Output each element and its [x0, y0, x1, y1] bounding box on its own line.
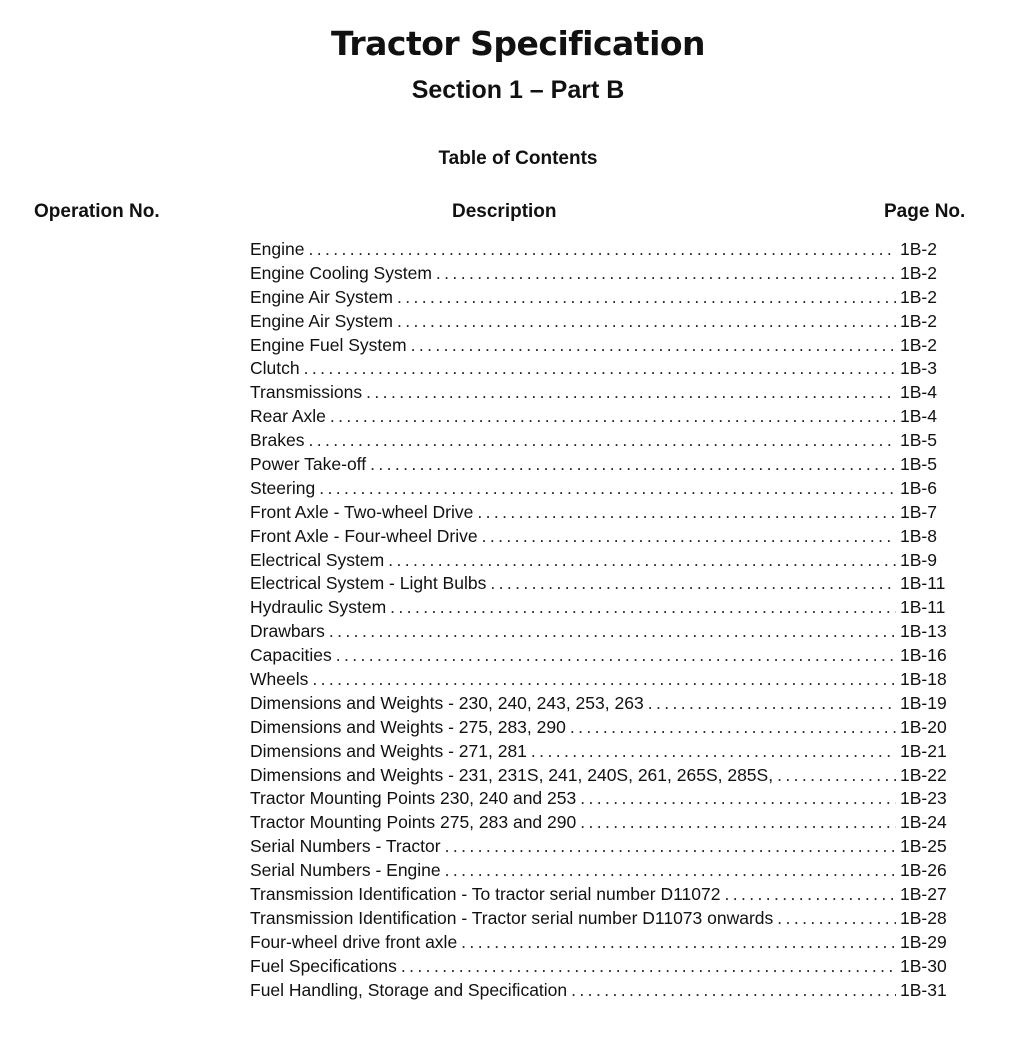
toc-entry: [250, 979, 958, 1003]
toc-entry-page-number: 1B-23: [900, 788, 947, 809]
description-column-header: Description: [452, 201, 557, 222]
toc-entry-description: Transmissions: [250, 382, 363, 403]
toc-entry: [250, 787, 958, 811]
toc-entry: [250, 764, 958, 788]
toc-entry-page-number: 1B-5: [900, 454, 937, 475]
toc-dot-leader: [461, 931, 896, 955]
toc-entry-page-number: 1B-2: [900, 286, 937, 307]
toc-dot-leader: [570, 716, 896, 740]
toc-dot-leader: [724, 883, 896, 907]
toc-entry-page-number: 1B-2: [900, 310, 937, 331]
toc-entry-page-number: 1B-24: [900, 812, 947, 833]
operation-no-column-header: Operation No.: [34, 201, 160, 222]
toc-entry: [250, 692, 958, 716]
toc-dot-leader: [477, 501, 896, 525]
toc-entry-description: Rear Axle: [250, 406, 326, 427]
toc-heading: Table of Contents: [438, 148, 598, 169]
toc-entry: [250, 931, 958, 955]
toc-entry-page-number: 1B-2: [900, 239, 937, 259]
toc-entry-page-number: 1B-9: [900, 549, 937, 570]
toc-dot-leader: [304, 357, 896, 381]
toc-entry-page-number: 1B-29: [900, 931, 947, 952]
toc-entry-page-number: 1B-22: [900, 764, 947, 785]
toc-entry-description: Drawbars: [250, 621, 325, 642]
toc-entry: [250, 310, 958, 334]
toc-entry: [250, 477, 958, 501]
toc-entry-description: Electrical System - Light Bulbs: [250, 573, 487, 594]
toc-dot-leader: [388, 549, 896, 573]
toc-dot-leader: [329, 620, 896, 644]
toc-entry-page-number: 1B-5: [900, 430, 937, 451]
toc-dot-leader: [531, 740, 896, 764]
toc-dot-leader: [397, 286, 896, 310]
toc-entry: [250, 620, 958, 644]
toc-entry: [250, 453, 958, 477]
toc-entry-page-number: 1B-25: [900, 836, 947, 857]
toc-entry: [250, 429, 958, 453]
toc-dot-leader: [445, 835, 896, 859]
toc-entry: [250, 238, 958, 262]
toc-entry-page-number: 1B-26: [900, 860, 947, 881]
toc-entry-description: Clutch: [250, 358, 300, 379]
toc-entry-description: Brakes: [250, 430, 305, 451]
toc-dot-leader: [777, 764, 896, 788]
toc-dot-leader: [490, 572, 896, 596]
toc-entry: [250, 357, 958, 381]
toc-entry-description: Serial Numbers - Engine: [250, 860, 441, 881]
toc-entry-page-number: 1B-6: [900, 477, 937, 498]
toc-dot-leader: [401, 955, 896, 979]
toc-entry-page-number: 1B-2: [900, 262, 937, 283]
toc-entry-page-number: 1B-11: [900, 597, 946, 618]
toc-dot-leader: [308, 429, 896, 453]
toc-entry-page-number: 1B-28: [900, 907, 947, 928]
toc-entry-page-number: 1B-8: [900, 525, 937, 546]
toc-entry: [250, 883, 958, 907]
toc-dot-leader: [390, 596, 896, 620]
toc-dot-leader: [482, 525, 896, 549]
toc-entry-page-number: 1B-13: [900, 621, 947, 642]
toc-entry-page-number: 1B-11: [900, 573, 946, 594]
toc-entry-description: Tractor Mounting Points 230, 240 and 253: [250, 788, 577, 809]
toc-entry-page-number: 1B-19: [900, 692, 947, 713]
toc-entry: [250, 334, 958, 358]
toc-entry-description: Engine Fuel System: [250, 334, 407, 355]
toc-entry-page-number: 1B-2: [900, 334, 937, 355]
toc-dot-leader: [309, 238, 897, 262]
toc-entry: [250, 955, 958, 979]
toc-entry-description: Front Axle - Two-wheel Drive: [250, 501, 474, 522]
toc-entry-description: Dimensions and Weights - 275, 283, 290: [250, 716, 566, 737]
toc-entry: [250, 572, 958, 596]
toc-entry-description: Serial Numbers - Tractor: [250, 836, 441, 857]
toc-entry: [250, 596, 958, 620]
toc-entry-page-number: 1B-4: [900, 382, 937, 403]
toc-entry-page-number: 1B-4: [900, 406, 937, 427]
toc-dot-leader: [319, 477, 896, 501]
toc-entry: [250, 501, 958, 525]
toc-entry-list: [250, 238, 958, 1003]
toc-entry-description: Front Axle - Four-wheel Drive: [250, 525, 478, 546]
toc-entry-description: Electrical System: [250, 549, 385, 570]
toc-entry-description: Fuel Handling, Storage and Specification: [250, 979, 568, 1000]
toc-entry: [250, 907, 958, 931]
toc-entry-description: Engine Air System: [250, 310, 393, 331]
toc-entry: [250, 549, 958, 573]
toc-dot-leader: [312, 668, 896, 692]
toc-entry-page-number: 1B-7: [900, 501, 937, 522]
toc-entry-description: Transmission Identification - To tractor serial number D11072: [250, 884, 721, 905]
toc-entry-page-number: 1B-27: [900, 884, 947, 905]
toc-dot-leader: [411, 334, 896, 358]
toc-entry-description: Power Take-off: [250, 454, 367, 475]
toc-dot-leader: [445, 859, 896, 883]
toc-dot-leader: [336, 644, 896, 668]
toc-entry-page-number: 1B-18: [900, 669, 947, 690]
toc-entry-description: Engine Air System: [250, 286, 393, 307]
toc-entry: [250, 835, 958, 859]
toc-dot-leader: [330, 405, 896, 429]
toc-entry-description: Four-wheel drive front axle: [250, 931, 458, 952]
toc-dot-leader: [580, 811, 896, 835]
toc-entry-page-number: 1B-21: [900, 740, 947, 761]
toc-entry: [250, 644, 958, 668]
toc-entry: [250, 262, 958, 286]
toc-entry-description: Transmission Identification - Tractor serial number D11073 onwards: [250, 907, 774, 928]
toc-entry-page-number: 1B-20: [900, 716, 947, 737]
toc-entry-description: Wheels: [250, 669, 309, 690]
toc-entry-description: Engine: [250, 239, 305, 259]
toc-entry-description: Hydraulic System: [250, 597, 387, 618]
toc-dot-leader: [648, 692, 896, 716]
page-no-column-header: Page No.: [884, 201, 966, 222]
toc-entry-page-number: 1B-30: [900, 955, 947, 976]
page-title: Tractor Specification: [330, 24, 706, 63]
toc-entry-description: Capacities: [250, 645, 332, 666]
toc-entry-description: Dimensions and Weights - 271, 281: [250, 740, 527, 761]
toc-entry-description: Dimensions and Weights - 231, 231S, 241, 240S, 261, 265S, 285S,: [250, 764, 774, 785]
toc-entry: [250, 525, 958, 549]
toc-entry-page-number: 1B-16: [900, 645, 947, 666]
toc-entry: [250, 405, 958, 429]
toc-entry: [250, 716, 958, 740]
toc-dot-leader: [436, 262, 896, 286]
toc-entry-page-number: 1B-3: [900, 358, 937, 379]
toc-entry-description: Tractor Mounting Points 275, 283 and 290: [250, 812, 577, 833]
toc-entry: [250, 859, 958, 883]
toc-entry-page-number: 1B-31: [900, 979, 947, 1000]
toc-entry: [250, 381, 958, 405]
toc-entry-description: Dimensions and Weights - 230, 240, 243, 253, 263: [250, 692, 644, 713]
toc-entry-description: Fuel Specifications: [250, 955, 397, 976]
toc-entry: [250, 811, 958, 835]
toc-entry: [250, 286, 958, 310]
toc-entry-description: Engine Cooling System: [250, 262, 432, 283]
toc-dot-leader: [370, 453, 896, 477]
toc-dot-leader: [397, 310, 896, 334]
toc-dot-leader: [366, 381, 896, 405]
toc-dot-leader: [580, 787, 896, 811]
toc-entry: [250, 740, 958, 764]
section-subtitle: Section 1 – Part B: [411, 76, 625, 104]
toc-entry-description: Steering: [250, 477, 316, 498]
toc-dot-leader: [777, 907, 896, 931]
toc-entry: [250, 668, 958, 692]
toc-dot-leader: [571, 979, 896, 1003]
